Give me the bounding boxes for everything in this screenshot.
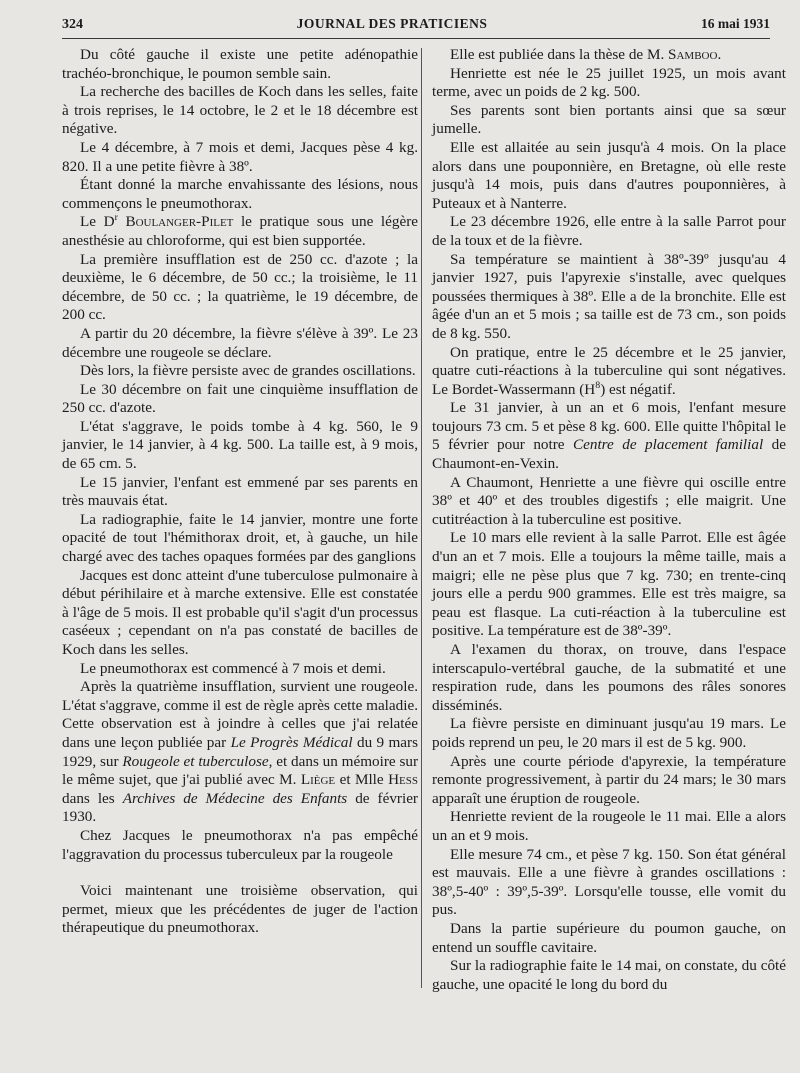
paragraph: A Chaumont, Henriette a une fièvre qui oscille entre 38º et 40º et des troubles digestifs ; elle maigrit. Une cutitréaction à la tuberculine est positive.	[432, 473, 786, 528]
paragraph: Le 30 décembre on fait une cinquième insufflation de 250 cc. d'azote.	[62, 380, 418, 417]
paragraph: Le 4 décembre, à 7 mois et demi, Jacques pèse 4 kg. 820. Il a une petite fièvre à 38º.	[62, 138, 418, 175]
paragraph	[432, 344, 786, 400]
paragraph: Le 23 décembre 1926, elle entre à la salle Parrot pour de la toux et de la fièvre.	[432, 213, 786, 249]
paragraph	[432, 399, 786, 473]
text-run: , et dans un mémoire sur le même sujet, que j'ai publié avec M.	[62, 752, 419, 789]
paragraph: Jacques est donc atteint d'une tuberculose pulmonaire à début périhilaire et à marche extensive. Elle est constatée à l'âge de 5 mois. Il est probable qu'il s'agit d'un processus caséeux ; cependant on n'a pas constaté de bacilles de Koch dans les selles.	[62, 566, 418, 658]
paragraph: Voici maintenant une troisième observation, qui permet, mieux que les précédentes de juger de l'action thérapeutique du pneumothorax.	[62, 882, 418, 937]
author-name: Boulanger-Pilet	[125, 213, 234, 231]
text-run: dans les	[62, 789, 123, 807]
institution-name: Centre de placement familial	[573, 436, 764, 454]
paragraph: Henriette est née le 25 juillet 1925, un mois avant terme, avec un poids de 2 kg. 500.	[432, 64, 786, 101]
paragraph: La fièvre persiste en diminuant jusqu'au 19 mars. Le poids reprend un peu, le 20 mars il est de 5 kg. 900.	[432, 715, 786, 751]
journal-title: JOURNAL DES PRATICIENS	[296, 16, 488, 31]
page-header	[62, 16, 770, 38]
paragraph	[432, 46, 786, 65]
text-run: du 9 mars 1929, sur	[62, 733, 418, 770]
text-run: Le D	[80, 213, 115, 231]
paragraph: Henriette revient de la rougeole le 11 mai. Elle a alors un an et 9 mois.	[432, 808, 786, 844]
text-run: Après la quatrième insufflation, survient une rougeole. L'état s'aggrave, comme il est de règle après cette maladie. Cette observation est à joindre à celles que j'ai relatée dans une leçon publiée par	[62, 678, 418, 751]
paragraph: Après une courte période d'apyrexie, la température remonte progressivement, à partir du 24 mars; le 30 mars apparaît une éruption de rougeole.	[432, 752, 786, 807]
superscript: r	[114, 212, 118, 224]
paragraph: A partir du 20 décembre, la fièvre s'élève à 39º. Le 23 décembre une rougeole se déclare.	[62, 324, 418, 361]
author-name: Liège	[300, 771, 336, 789]
paragraph: La radiographie, faite le 14 janvier, montre une forte opacité de tout l'hémithorax droit, et, à gauche, un hile chargé avec des taches opaques formées par des ganglions	[62, 510, 418, 566]
text-run: et Mlle	[335, 771, 389, 789]
paragraph: Dans la partie supérieure du poumon gauche, on entend un souffle cavitaire.	[432, 919, 786, 956]
column-divider	[421, 48, 422, 988]
paragraph	[62, 213, 418, 250]
paragraph: Elle est allaitée au sein jusqu'à 4 mois. On la place alors dans une pouponnière, en Bretagne, où elle reste jusqu'à 14 mois, puis dans d'autres pouponnières, à Puteaux et à Nanterre.	[432, 138, 786, 212]
paragraph: Étant donné la marche envahissante des lésions, nous commençons le pneumothorax.	[62, 176, 418, 212]
text-run: ) est négatif.	[600, 380, 676, 398]
text-run: On pratique, entre le 25 décembre et le 25 janvier, quatre cuti-réactions à la tuberculine qui sont négatives. Le Bordet-Wassermann (H	[432, 343, 786, 398]
paragraph	[62, 678, 418, 827]
text-run: .	[717, 46, 722, 63]
right-column	[432, 46, 786, 994]
paragraph: Sur la radiographie faite le 14 mai, on constate, du côté gauche, une opacité le long du bord du	[432, 957, 786, 993]
text-run: de février 1930.	[62, 789, 418, 826]
paragraph: A l'examen du thorax, on trouve, dans l'espace interscapulo-vertébral gauche, de la submatité et une respiration rude, dans les poumons des râles sonores disséminés.	[432, 641, 786, 714]
text-run: le pratique sous une légère anesthésie au chloroforme, qui est bien supportée.	[62, 213, 418, 249]
paragraph: La recherche des bacilles de Koch dans les selles, faite à trois reprises, le 14 octobre, le 2 et le 18 décembre est négative.	[62, 83, 418, 138]
paragraph: Le pneumothorax est commencé à 7 mois et demi.	[80, 659, 386, 677]
paragraph: Chez Jacques le pneumothorax n'a pas empêché l'aggravation du processus tuberculeux par la rougeole	[62, 826, 418, 863]
paragraph: Sa température se maintient à 38º-39º jusqu'au 4 janvier 1927, puis l'apyrexie s'installe, avec quelques poussées thermiques à 38º. Elle a de la bronchite. Elle est âgée d'un an et 5 mois ; sa taille est de 73 cm., son poids de 8 kg. 550.	[432, 250, 786, 342]
paragraph: Ses parents sont bien portants ainsi que sa sœur jumelle.	[432, 101, 786, 138]
author-name: Samboo	[668, 46, 718, 63]
author-name: Hess	[388, 771, 418, 789]
text-run: Elle est publiée dans la thèse de M.	[450, 46, 669, 63]
paragraph: Dès lors, la fièvre persiste avec de grandes oscillations.	[80, 362, 416, 380]
paragraph: L'état s'aggrave, le poids tombe à 4 kg. 560, le 9 janvier, le 14 janvier, à 4 kg. 500. La taille est, à 9 mois, de 65 cm. 5.	[62, 417, 418, 473]
text-run: Le 31 janvier, à un an et 6 mois, l'enfant mesure toujours 73 cm. 5 et pèse 8 kg. 600. Elle quitte l'hôpital le 5 février pour notre	[432, 399, 786, 454]
paragraph: Le 15 janvier, l'enfant est emmené par ses parents en très mauvais état.	[62, 473, 418, 510]
superscript: 8	[595, 379, 601, 391]
paragraph: Le 10 mars elle revient à la salle Parrot. Elle est âgée d'un an et 7 mois. Elle a toujours la même taille, mais a maigri; elle ne pèse plus que 7 kg. 730; en trente-cinq jours elle a perdu 900 grammes. Elle est très maigre, sa peau est flasque. La cuti-réaction à la tuberculine est positive. La température est de 38º-39º.	[432, 529, 786, 640]
paragraph: Du côté gauche il existe une petite adénopathie trachéo-bronchique, le poumon semble sain.	[62, 46, 418, 82]
header-rule	[62, 38, 770, 39]
publication-title: Le Progrès Médical	[230, 733, 353, 751]
text-run: de Chaumont-en-Vexin.	[432, 436, 786, 473]
paragraph: La première insufflation est de 250 cc. d'azote ; la deuxième, le 6 décembre, de 50 cc.; la troisième, le 11 décembre, de 50 cc. ; la quatrième, le 19 décembre, de 200 cc.	[62, 250, 418, 324]
issue-date: 16 mai 1931	[700, 16, 770, 31]
paragraph: Elle mesure 74 cm., et pèse 7 kg. 150. Son état général est mauvais. Elle a une fièvre à grandes oscillations : 38º,5-40º : 39º,5-39º. Lorsqu'elle tousse, elle vomit du pus.	[432, 845, 786, 919]
publication-title: Archives de Médecine des Enfants	[122, 789, 348, 807]
page-number: 324	[62, 17, 83, 32]
left-column	[62, 46, 418, 938]
lecture-title: Rougeole et tuberculose	[122, 752, 269, 770]
